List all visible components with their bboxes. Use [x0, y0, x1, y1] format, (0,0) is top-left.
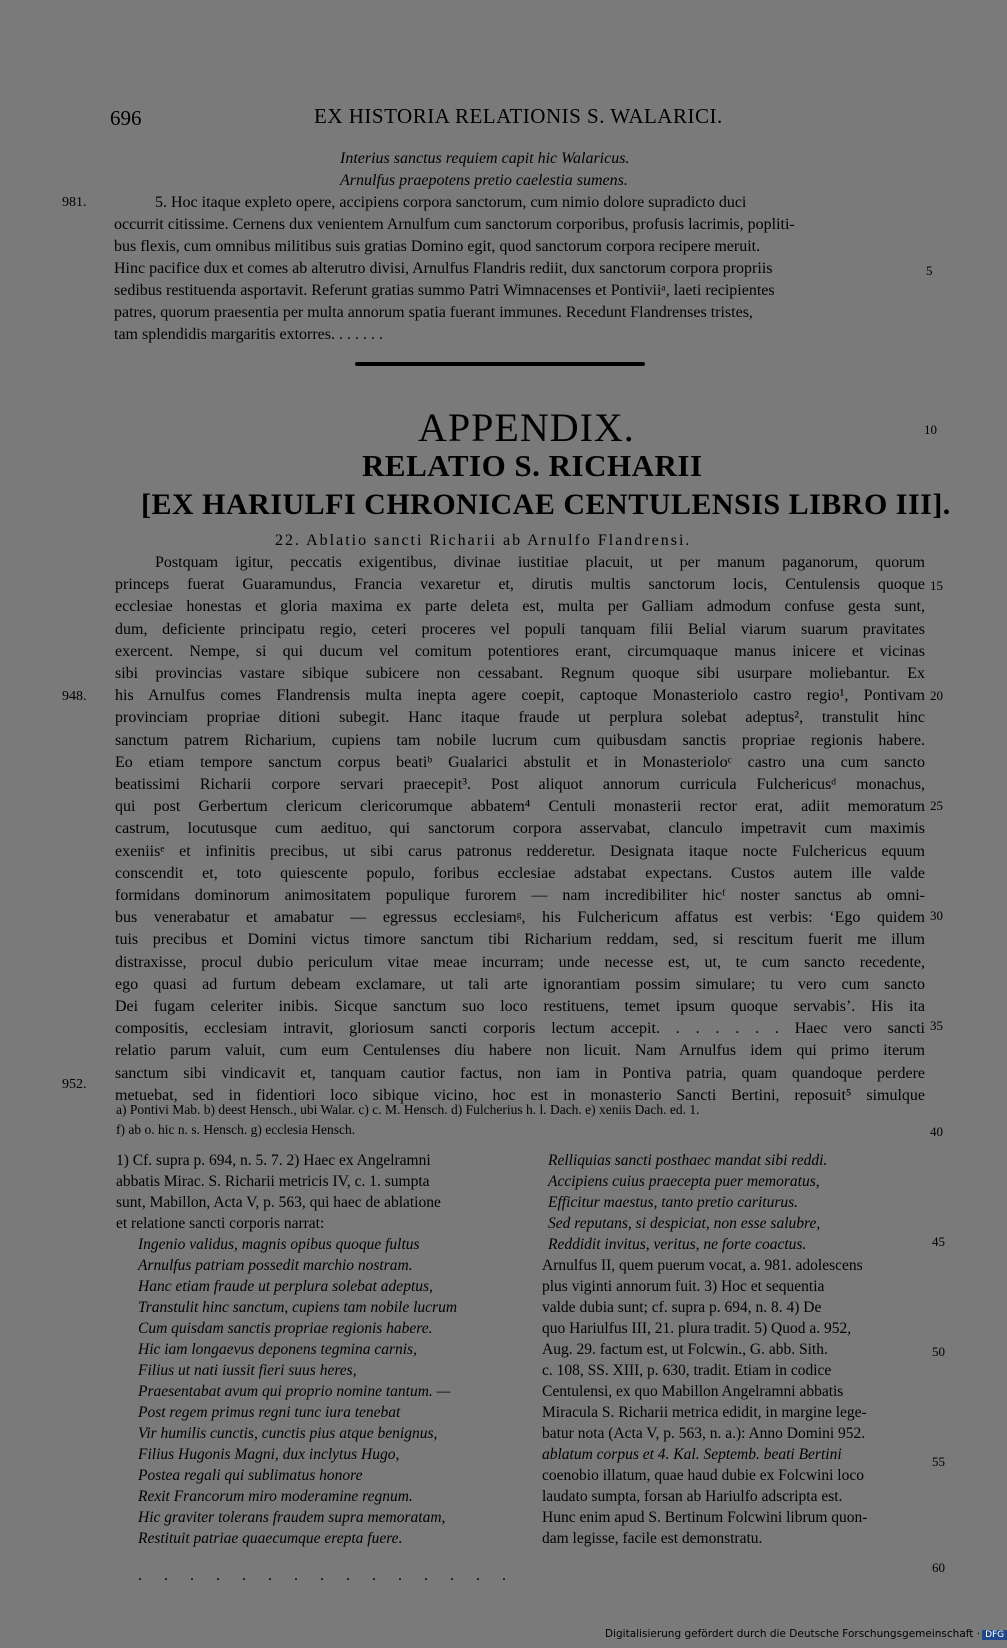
- note-line: sunt, Mabillon, Acta V, p. 563, qui haec de ablatione: [116, 1194, 441, 1211]
- verse-line: Vir humilis cunctis, cunctis pius atque benignus,: [138, 1425, 438, 1442]
- note-line: Aug. 29. factum est, ut Folcwin., G. abb. Sith.: [542, 1341, 828, 1358]
- note-line: f) ab o. hic n. s. Hensch. g) ecclesia Hensch.: [116, 1122, 356, 1137]
- text-line: princeps fuerat Guaramundus, Francia vexaretur et, dirutis multis sanctorum locis, Centulensis quoque: [115, 576, 925, 594]
- text-line: Dei fugam celeriter inibis. Sicque sanctum suo loco restituens, temet ipsum quoque servabis’. His ita: [115, 998, 925, 1016]
- variant-notes: [116, 1100, 700, 1140]
- text-line: formidans dominorum animositatem populique furorem — nam incredibiliter hicᶠ noster sanctus ab omni-: [115, 887, 925, 905]
- text-line: relatio parum valuit, cum eum Centulenses diu habere non licuit. Nam Arnulfus idem qui primo iterum: [115, 1042, 925, 1060]
- note-line: Centulensi, ex quo Mabillon Angelramni abbatis: [542, 1383, 844, 1400]
- verse-line: Hic iam longaevus deponens tegmina carnis,: [138, 1341, 417, 1358]
- text-line: sibi provincias vastare sibique subicere non cessabant. Regnum quoque sibi usurpare moliebantur. Ex: [115, 665, 925, 683]
- text-line: ego quasi ad furtum debeam exclamare, ut tali arte ignorantiam possim simulare; tu vero cum sancto: [115, 975, 925, 993]
- note-line: plus viginti annorum fuit. 3) Hoc et sequentia: [542, 1278, 825, 1295]
- verse-line: Efficitur maestus, tanto pretio cariturus.: [548, 1194, 799, 1211]
- verse-line: Postea regali qui sublimatus honore: [138, 1467, 363, 1484]
- digitization-footer: [605, 1628, 1007, 1640]
- text-line: tuis precibus et Domini victus timore sanctum tibi Richarium reddam, sed, si rescitum fuerit me illum: [115, 931, 925, 949]
- text-line: Hinc pacifice dux et comes ab alterutro divisi, Arnulfus Flandris rediit, dux sanctorum corpora propriis: [114, 260, 773, 277]
- verse-line: Restituit patriae quaecumque erepta fuere.: [138, 1530, 403, 1547]
- relatio-heading: RELATIO S. RICHARII: [362, 448, 703, 483]
- line-number: 60: [932, 1560, 945, 1575]
- text-line: beatissimi Richarii corpore servari praecepit³. Post aliquot annorum curricula Fulchericusᵈ monachus,: [115, 776, 925, 794]
- text-line: exercent. Nempe, si qui ducum vel comitum potentiores erant, circumquaque manus inicere et vicinas: [115, 642, 925, 660]
- note-line: quo Hariulfus III, 21. plura tradit. 5) Quod a. 952,: [542, 1320, 852, 1337]
- text-line: metuebat, sed in fidentiori loco sibique vicino, hoc est in monasterio Sancti Bertini, reposuit⁵ simulque: [115, 1086, 925, 1104]
- text-line: 5. Hoc itaque expleto opere, accipiens corpora sanctorum, cum nimio dolore supradicto duci: [155, 194, 747, 211]
- note-line: c. 108, SS. XIII, p. 630, tradit. Etiam in codice: [542, 1362, 832, 1379]
- verse-line: Arnulfus praepotens pretio caelestia sumens.: [340, 172, 628, 189]
- running-title: EX HISTORIA RELATIONIS S. WALARICI.: [314, 104, 723, 128]
- margin-year: 981.: [62, 195, 87, 210]
- line-number: 30: [930, 908, 943, 923]
- verse-line: Interius sanctus requiem capit hic Walaricus.: [340, 150, 630, 167]
- verse-line: Ingenio validus, magnis opibus quoque fultus: [138, 1236, 420, 1253]
- verse-line: Arnulfus patriam possedit marchio nostram.: [138, 1257, 413, 1274]
- text-line: dum, deficiente principatu regio, ceteri proceres vel populi tanquam filii Belial viarum suarum pravitates: [115, 620, 925, 638]
- text-line: Postquam igitur, peccatis exigentibus, divinae iustitiae placuit, ut per manum paganorum, quorum: [155, 554, 925, 571]
- verse-line: Accipiens cuius praecepta puer memoratus,: [548, 1173, 820, 1190]
- note-line: et relatione sancti corporis narrat:: [116, 1215, 325, 1232]
- margin-year: 952.: [62, 1077, 87, 1092]
- verse-line: Filius ut nati iussit fieri suus heres,: [138, 1362, 357, 1379]
- line-number: 55: [932, 1454, 945, 1469]
- footer-text: Digitalisierung gefördert durch die Deutsche Forschungsgemeinschaft ·: [605, 1628, 981, 1640]
- text-line: ecclesiae honestas et gloria maxima ex parte deleta est, multa per Galliam admodum confuse gesta sunt,: [115, 598, 925, 616]
- text-line: tam splendidis margaritis extorres. . . . . . .: [114, 326, 383, 343]
- text-line: sedibus restituenda asportavit. Referunt gratias summo Patri Wimnacenses et Pontiviiᵃ, laeti recipientes: [114, 282, 775, 299]
- verse-line: Transtulit hinc sanctum, cupiens tam nobile lucrum: [138, 1299, 458, 1316]
- line-number: 45: [932, 1234, 945, 1249]
- note-line: Arnulfus II, quem puerum vocat, a. 981. adolescens: [542, 1257, 863, 1274]
- verse-line: Reddidit invitus, veritus, ne forte coactus.: [548, 1236, 807, 1253]
- main-text: [115, 552, 925, 1107]
- text-line: sanctum sibi vindicavit et, tanquam cautior factus, non iam in Pontiva patria, quam quandoque perdere: [115, 1064, 925, 1082]
- line-number: 20: [930, 688, 943, 703]
- note-line: Hunc enim apud S. Bertinum Folcwini librum quon-: [542, 1509, 868, 1526]
- text-line: exeniisᵉ et infinitis precibus, ut sibi carus patronus redderetur. Designata itaque nocte Fulchericus equum: [115, 842, 925, 860]
- note-line: coenobio illatum, quae haud dubie ex Folcwini loco: [542, 1467, 864, 1484]
- note-line: dam legisse, facile est demonstratu.: [542, 1530, 763, 1547]
- dfg-badge: DFG: [982, 1630, 1007, 1640]
- verse-line: Filius Hugonis Magni, dux inclytus Hugo,: [138, 1446, 400, 1463]
- text-line: distraxisse, procul dubio periculum vitae meae incurram; unde necesse est, ut, te cum sancto recedente,: [115, 953, 925, 971]
- verse-line: Hic graviter tolerans fraudem supra memoratam,: [138, 1509, 446, 1526]
- text-line: bus venerabatur et amabatur — egressus ecclesiamᵍ, his Fulchericum affatus est verbis: ‘Ego quidem: [115, 909, 925, 927]
- line-number: 15: [930, 578, 943, 593]
- text-line: bus flexis, cum omnibus militibus suis gratias Domino egit, quod sanctorum corpora recipere meruit.: [114, 238, 761, 255]
- section-title: 22. Ablatio sancti Richarii ab Arnulfo Flandrensi.: [275, 532, 692, 549]
- verse-line: Hanc etiam fraude ut perplura solebat adeptus,: [138, 1278, 433, 1295]
- verse-line: Post regem primus regni tunc iura tenebat: [138, 1404, 401, 1421]
- text-line: occurrit citissime. Cernens dux venientem Arnulfum cum sanctorum corporibus, profusis lacrimis, popliti-: [114, 216, 795, 233]
- appendix-heading: APPENDIX.: [418, 405, 635, 450]
- note-line: a) Pontivi Mab. b) deest Hensch., ubi Walar. c) c. M. Hensch. d) Fulcherius h. l. Dach. e) xeniis Dach. ed. 1.: [116, 1102, 700, 1117]
- ellipsis-dots: . . . . . . . . . . . . . . .: [138, 1567, 515, 1584]
- verse-line: Praesentabat avum qui proprio nomine tantum. —: [138, 1383, 451, 1400]
- note-line: 1) Cf. supra p. 694, n. 5. 7. 2) Haec ex Angelramni: [116, 1152, 431, 1169]
- note-line: ablatum corpus et 4. Kal. Septemb. beati Bertini: [542, 1446, 842, 1463]
- line-number: 25: [930, 798, 943, 813]
- verse-line: Sed reputans, si despiciat, non esse salubre,: [548, 1215, 821, 1232]
- text-line: his Arnulfus comes Flandrensis multa inepta agere coepit, captoque Monasteriolo castro regio¹, Pontivam: [115, 687, 925, 705]
- text-line: Eo etiam tempore sanctum corpus beatiᵇ Gualarici abstulit et in Monasterioloᶜ castro una cum sancto: [115, 753, 925, 771]
- text-line: qui post Gerbertum clericum clericorumque abbatem⁴ Centuli monasterii rector erat, adiit memoratum: [115, 798, 925, 816]
- note-line: batur nota (Acta V, p. 563, n. a.): Anno Domini 952.: [542, 1425, 866, 1442]
- note-line: laudato sumpta, forsan ab Hariulfo adscripta est.: [542, 1488, 843, 1505]
- verse-line: Rexit Francorum miro moderamine regnum.: [138, 1488, 413, 1505]
- note-line: valde dubia sunt; cf. supra p. 694, n. 8. 4) De: [542, 1299, 822, 1316]
- text-line: conscendit et, toto quiescente populo, foribus ecclesiae adstabat expectans. Custos autem ille valde: [115, 864, 925, 882]
- line-number: 50: [932, 1344, 945, 1359]
- verse-line: Cum quisdam sanctis propriae regionis habere.: [138, 1320, 433, 1337]
- margin-year: 948.: [62, 689, 87, 704]
- text-line: castrum, locutusque cum aedituo, qui sanctorum corpora asservabat, clanculo impetravit cum maximis: [115, 820, 925, 838]
- source-heading: [EX HARIULFI CHRONICAE CENTULENSIS LIBRO III].: [141, 488, 951, 521]
- text-line: patres, quorum praesentia per multa annorum spatia fuerant immunes. Recedunt Flandrenses tristes,: [114, 304, 753, 321]
- page-number: 696: [110, 106, 142, 130]
- note-line: Miracula S. Richarii metrica edidit, in margine lege-: [542, 1404, 867, 1421]
- footnotes-left-column: [116, 1150, 516, 1549]
- text-line: compositis, ecclesiam intravit, gloriosum sancti corporis lectum accepit. . . . . . . Haec vero sancti: [115, 1020, 925, 1038]
- verse-line: Relliquias sancti posthaec mandat sibi reddi.: [548, 1152, 828, 1169]
- note-line: abbatis Mirac. S. Richarii metricis IV, c. 1. sumpta: [116, 1173, 430, 1190]
- line-number: 40: [930, 1124, 943, 1139]
- line-number: 35: [930, 1018, 943, 1033]
- text-line: provinciam propriae ditioni subegit. Hanc itaque fraude ut perplura solebat adeptus², transtulit hinc: [115, 709, 925, 727]
- line-number: 5: [926, 263, 933, 278]
- line-number: 10: [924, 422, 937, 437]
- footnotes-right-column: [542, 1150, 924, 1549]
- text-line: sanctum patrem Richarium, cupiens tam nobile lucrum cum quibusdam sanctis propriae regionis habere.: [115, 731, 925, 749]
- section-divider: [355, 362, 645, 366]
